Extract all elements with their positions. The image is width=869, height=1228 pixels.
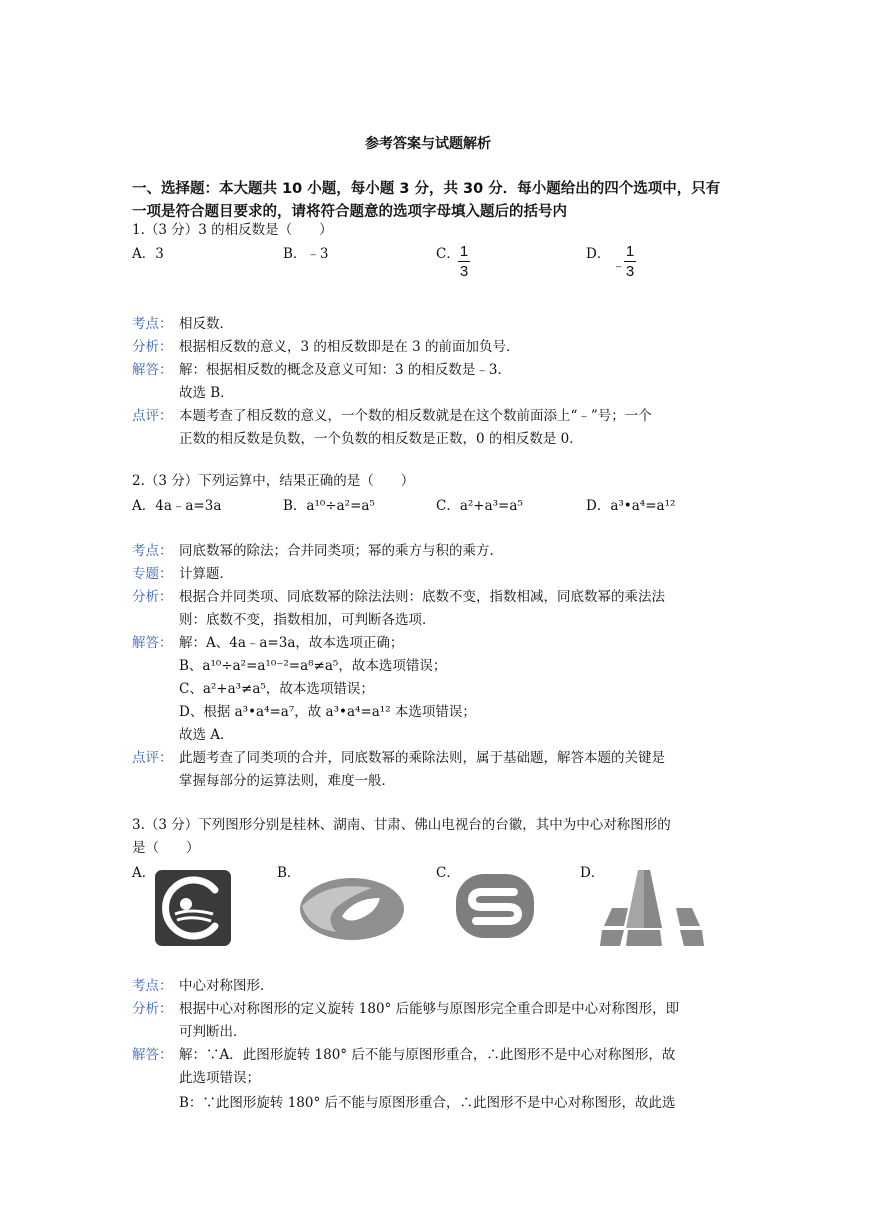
q3-fenxi-line2: 可判断出． <box>179 1024 247 1040</box>
q3-jieda-label: 解答： <box>132 1047 173 1063</box>
q1-stem: 1.（3 分）3 的相反数是（ ） <box>132 222 333 238</box>
q1-option-c-label: C． <box>436 246 460 262</box>
q2-fenxi-label: 分析： <box>132 589 173 605</box>
section-header-line1: 一、选择题：本大题共 10 小题，每小题 3 分，共 30 分．每小题给出的四个选项中，只有 <box>132 181 721 197</box>
logo-a-guilin-image <box>155 870 231 946</box>
q3-option-a: A． <box>132 865 156 881</box>
q1-fenxi: 根据相反数的意义，3 的相反数即是在 3 的前面加负号． <box>179 339 520 355</box>
q3-kaodian: 中心对称图形． <box>179 978 274 994</box>
q2-fenxi-line2: 则：底数不变，指数相加，可判断各选项． <box>179 612 436 628</box>
logo-b-hunan-image <box>298 876 406 942</box>
logo-d-foshan-image <box>600 868 704 948</box>
q2-kaodian: 同底数幂的除法；合并同类项；幂的乘方与积的乘方． <box>179 543 503 559</box>
q1-option-c-fraction <box>458 243 470 280</box>
q1-option-d-negative-sign: ﹣ <box>612 258 626 274</box>
q1-option-d-fraction <box>624 243 636 280</box>
fraction-numerator: 1 <box>459 243 469 260</box>
fraction-bar <box>458 261 470 262</box>
section-header-line2: 一项是符合题目要求的，请将符合题意的选项字母填入题后的括号内 <box>132 204 567 220</box>
q3-stem-line1: 3.（3 分）下列图形分别是桂林、湖南、甘肃、佛山电视台的台徽，其中为中心对称图形的 <box>132 817 671 833</box>
q3-jieda-line1: 解：∵A．此图形旋转 180° 后不能与原图形重合，∴此图形不是中心对称图形，故 <box>179 1047 676 1063</box>
q2-zhuanti: 计算题． <box>179 566 233 582</box>
q1-option-a: A．3 <box>132 246 164 262</box>
fraction-denominator: 3 <box>459 263 469 280</box>
q2-jieda-line5: 故选 A． <box>179 727 234 743</box>
q3-option-d: D． <box>580 865 605 881</box>
logo-c-gansu-image <box>456 874 534 938</box>
q2-dianping-label: 点评： <box>132 750 173 766</box>
q1-kaodian-label: 考点： <box>132 316 173 332</box>
q2-jieda-label: 解答： <box>132 635 173 651</box>
q2-zhuanti-label: 专题： <box>132 566 173 582</box>
q1-jieda-label: 解答： <box>132 362 173 378</box>
q2-option-c: C．a²+a³=a⁵ <box>436 498 523 514</box>
q3-fenxi-line1: 根据中心对称图形的定义旋转 180° 后能够与原图形完全重合即是中心对称图形，即 <box>179 1001 680 1017</box>
q1-option-d-label: D． <box>586 246 611 262</box>
q3-jieda-line3: B：∵此图形旋转 180° 后不能与原图形重合，∴此图形不是中心对称图形，故此选 <box>179 1095 676 1111</box>
q2-stem: 2.（3 分）下列运算中，结果正确的是（ ） <box>132 473 415 489</box>
q1-dianping-line2: 正数的相反数是负数，一个负数的相反数是正数，0 的相反数是 0． <box>179 431 583 447</box>
q3-kaodian-label: 考点： <box>132 978 173 994</box>
q2-jieda-line3: C、a²+a³≠a⁵，故本选项错误； <box>179 681 374 697</box>
q2-jieda-line4: D、根据 a³•a⁴=a⁷，故 a³•a⁴=a¹² 本选项错误； <box>179 704 476 720</box>
q2-option-a: A．4a﹣a=3a <box>132 498 222 514</box>
q3-stem-line2: 是（ ） <box>132 840 200 856</box>
q2-jieda-line1: 解：A、4a﹣a=3a，故本选项正确； <box>179 635 404 651</box>
q1-option-b: B．﹣3 <box>283 246 329 262</box>
q3-jieda-line2: 此选项错误； <box>179 1070 260 1086</box>
q1-kaodian: 相反数． <box>179 316 233 332</box>
q2-jieda-line2: B、a¹⁰÷a²=a¹⁰⁻²=a⁸≠a⁵，故本选项错误； <box>179 658 447 674</box>
q2-dianping-line2: 掌握每部分的运算法则，难度一般． <box>179 773 395 789</box>
fraction-denominator: 3 <box>625 263 635 280</box>
q2-option-b: B．a¹⁰÷a²=a⁵ <box>283 498 375 514</box>
page-title: 参考答案与试题解析 <box>365 136 491 152</box>
q1-dianping-label: 点评： <box>132 408 173 424</box>
q2-kaodian-label: 考点： <box>132 543 173 559</box>
q1-jieda-line2: 故选 B． <box>179 385 234 401</box>
q3-option-b: B． <box>277 865 301 881</box>
q1-dianping-line1: 本题考查了相反数的意义，一个数的相反数就是在这个数前面添上“﹣”号；一个 <box>179 408 652 424</box>
fraction-numerator: 1 <box>625 243 635 260</box>
q2-option-d: D．a³•a⁴=a¹² <box>586 498 676 514</box>
fraction-bar <box>624 261 636 262</box>
q1-fenxi-label: 分析： <box>132 339 173 355</box>
q1-jieda-line1: 解：根据相反数的概念及意义可知：3 的相反数是﹣3． <box>179 362 511 378</box>
q3-option-c: C． <box>436 865 460 881</box>
q3-fenxi-label: 分析： <box>132 1001 173 1017</box>
q2-fenxi-line1: 根据合并同类项、同底数幂的除法法则：底数不变，指数相减，同底数幂的乘法法 <box>179 589 665 605</box>
q2-dianping-line1: 此题考查了同类项的合并，同底数幂的乘除法则，属于基础题，解答本题的关键是 <box>179 750 665 766</box>
